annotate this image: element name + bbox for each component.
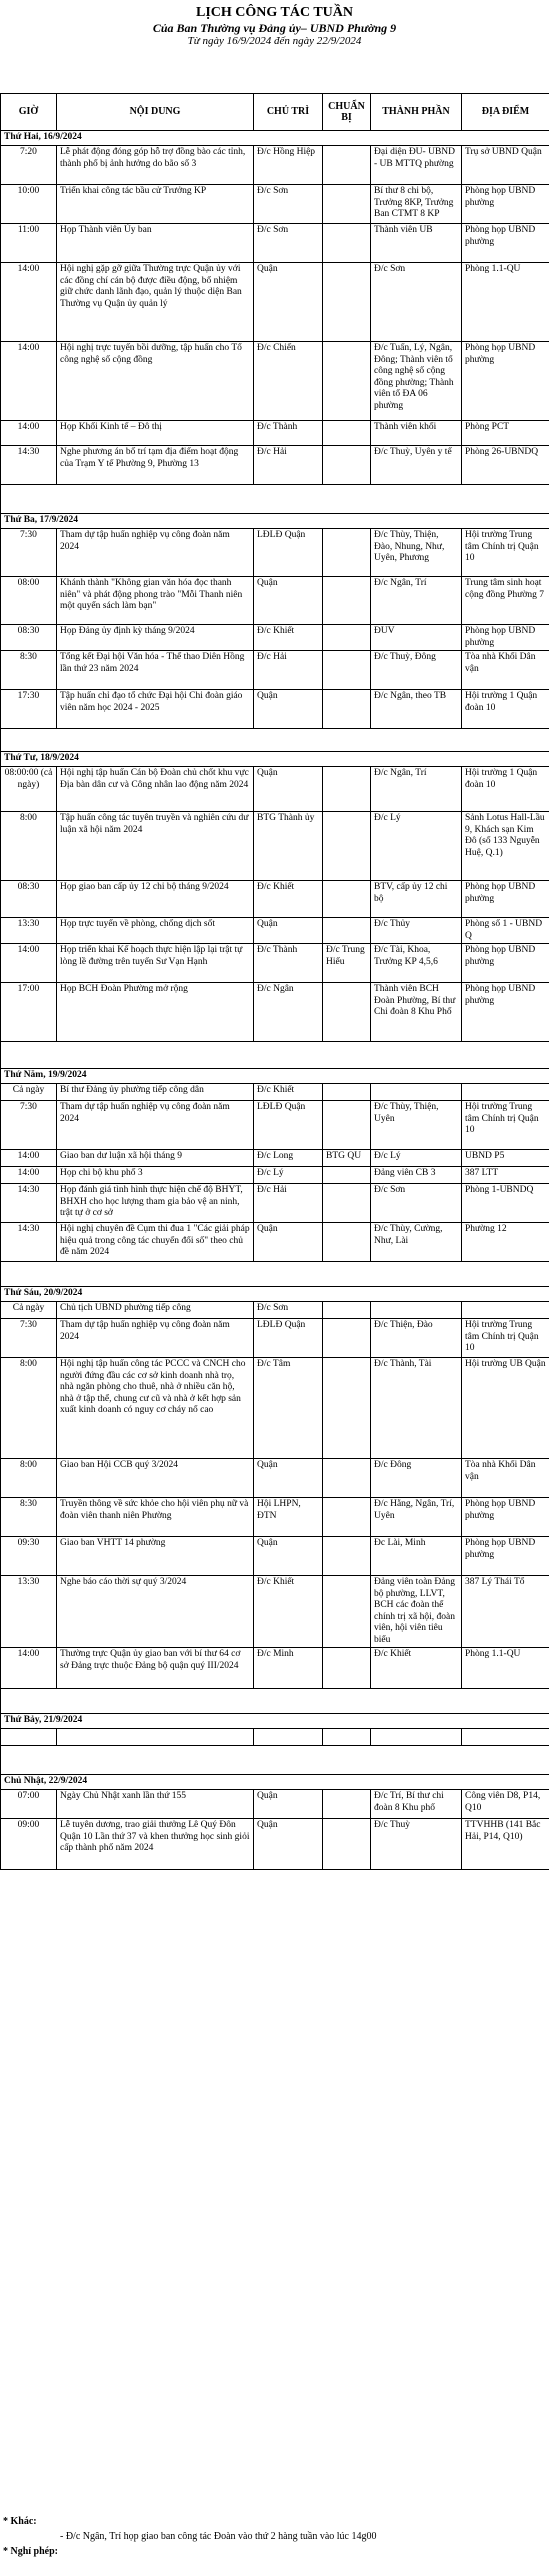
cell-prepare [323,1459,371,1498]
cell-time: 7:30 [1,529,57,577]
table-row [1,421,549,446]
day-header-row [1,1714,549,1729]
cell-participants: BTV, cấp ủy 12 chi bộ [371,881,462,918]
cell-location: Phòng họp UBND phường [462,881,549,918]
day-header-row [1,514,549,529]
cell-location: Phòng họp UBND phường [462,944,549,983]
empty-cell [1,1729,57,1746]
col-header-participants: THÀNH PHẦN [371,94,462,131]
cell-participants: Đ/c Lý [371,812,462,881]
cell-prepare [323,577,371,625]
cell-prepare [323,1498,371,1537]
leave-notes-label: * Nghỉ phép: [3,2546,59,2557]
cell-chair: Quận [254,577,323,625]
cell-prepare [323,918,371,944]
cell-participants: Đ/c Thủy [371,918,462,944]
table-row [1,1167,549,1184]
table-row [1,1537,549,1576]
table-row [1,625,549,651]
cell-location: Hội trường 1 Quận đoàn 10 [462,690,549,729]
cell-participants: Bí thư 8 chi bộ, Trưởng 8KP, Trưởng Ban CTMT 8 KP [371,185,462,224]
cell-content: Giao ban VHTT 14 phường [57,1537,254,1576]
cell-prepare [323,1223,371,1262]
cell-participants: Đ/c Thuỳ [371,1819,462,1870]
table-row [1,983,549,1042]
cell-participants: Đ/c Thành, Tài [371,1358,462,1459]
cell-location: 387 LTT [462,1167,549,1184]
table-row [1,577,549,625]
cell-prepare [323,690,371,729]
empty-cell [462,1729,549,1746]
cell-chair: Đ/c Sơn [254,1302,323,1319]
day-header-row [1,1287,549,1302]
cell-content: Giao ban dư luận xã hội tháng 9 [57,1150,254,1167]
cell-chair: Quận [254,1537,323,1576]
table-row [1,1576,549,1648]
table-row [1,1819,549,1870]
cell-participants: Đ/c Hằng, Ngân, Trí, Uyên [371,1498,462,1537]
cell-participants: Đ/c Sơn [371,263,462,342]
table-row [1,529,549,577]
cell-content: Hội nghị gặp gỡ giữa Thường trực Quận ủy với các đồng chí cán bộ được điều động, bổ nhiệm giữ chức danh lãnh đạo, quản lý thuộc diện Ban Thường vụ Quận ủy quản lý [57,263,254,342]
cell-prepare [323,1084,371,1101]
table-row [1,1101,549,1150]
day-spacer-row [1,1689,549,1714]
cell-content: Tham dự tập huấn nghiệp vụ công đoàn năm 2024 [57,1319,254,1358]
table-row [1,1084,549,1101]
cell-time: 7:30 [1,1319,57,1358]
cell-location: Phòng họp UBND phường [462,224,549,263]
cell-participants: Đ/c Tuấn, Lý, Ngân, Đông; Thành viên tổ công nghệ số cộng đồng phường; Thành viên tổ ĐA 06 phường [371,342,462,421]
cell-chair: Đ/c Hải [254,446,323,485]
cell-chair: Đ/c Long [254,1150,323,1167]
other-notes-label: * Khác: [3,2516,37,2527]
cell-time: 8:00 [1,812,57,881]
cell-prepare [323,421,371,446]
table-row [1,651,549,690]
cell-time: 14:00 [1,944,57,983]
page-subtitle: Của Ban Thường vụ Đảng ủy– UBND Phường 9 [152,21,397,35]
cell-time: 09:00 [1,1819,57,1870]
cell-participants: Đại diện ĐU- UBND - UB MTTQ phường [371,146,462,185]
cell-content: Họp giao ban cấp ủy 12 chi bộ tháng 9/2024 [57,881,254,918]
cell-location: Hội trường Trung tâm Chính trị Quận 10 [462,1319,549,1358]
day-spacer [1,1042,549,1069]
cell-chair: Quận [254,1223,323,1262]
table-row [1,881,549,918]
cell-content: Họp triển khai Kế hoạch thực hiện lập lại trật tự lòng lề đường trên tuyến Sư Vạn Hạnh [57,944,254,983]
cell-location: Trụ sở UBND Quận [462,146,549,185]
other-notes-item: - Đ/c Ngân, Trí họp giao ban công tác Đoàn vào thứ 2 hàng tuần vào lúc 14g00 [60,2531,377,2542]
cell-participants: Đ/c Thiện, Đào [371,1319,462,1358]
col-header-time: GIỜ [1,94,57,131]
empty-cell [254,1729,323,1746]
cell-time: 14:30 [1,1184,57,1223]
cell-location: Phòng họp UBND phường [462,342,549,421]
cell-location: Phòng họp UBND phường [462,185,549,224]
cell-content: Tập huấn chỉ đạo tổ chức Đại hội Chi đoàn giáo viên năm học 2024 - 2025 [57,690,254,729]
col-header-chair: CHỦ TRÌ [254,94,323,131]
table-row [1,812,549,881]
cell-prepare [323,983,371,1042]
table-row [1,1150,549,1167]
cell-chair: Quận [254,918,323,944]
cell-time: 09:30 [1,1537,57,1576]
cell-location: Phòng PCT [462,421,549,446]
cell-chair: Đ/c Hải [254,651,323,690]
cell-time: 08:00 [1,577,57,625]
cell-content: Khánh thành "Không gian văn hóa đọc thanh niên" và phát động phong trào "Mỗi Thanh niên một quyển sách làm bạn" [57,577,254,625]
cell-participants: Đ/c Thùy, Cường, Như, Lài [371,1223,462,1262]
col-header-content: NỘI DUNG [57,94,254,131]
day-spacer-row [1,729,549,752]
cell-time: 8:00 [1,1459,57,1498]
cell-location: Phòng họp UBND phường [462,983,549,1042]
cell-chair: Đ/c Chiến [254,342,323,421]
cell-content: Họp đánh giá tình hình thực hiện chế độ BHYT, BHXH cho học lượng tham gia bảo vệ an ninh, trật tự ở cơ sở [57,1184,254,1223]
cell-chair: Đ/c Khiết [254,625,323,651]
cell-participants: Đ/c Thùy, Thiện, Đào, Nhung, Như, Uyên, Phương [371,529,462,577]
cell-chair: LĐLĐ Quận [254,529,323,577]
cell-content: Giao ban Hội CCB quý 3/2024 [57,1459,254,1498]
cell-content: Họp Khối Kinh tế – Đô thị [57,421,254,446]
cell-prepare [323,1319,371,1358]
col-header-prepare: CHUẨN BỊ [323,94,371,131]
schedule-table-wrap [0,93,549,1870]
cell-time: 7:20 [1,146,57,185]
cell-content: Tập huấn công tác tuyên truyền và nghiên cứu dư luận xã hội năm 2024 [57,812,254,881]
cell-participants: Đ/c Thùy, Thiện, Uyên [371,1101,462,1150]
table-row [1,1790,549,1819]
cell-time: 8:30 [1,651,57,690]
table-row [1,146,549,185]
cell-time: 8:30 [1,1498,57,1537]
cell-prepare [323,1790,371,1819]
day-spacer [1,1262,549,1287]
table-row [1,263,549,342]
cell-content: Nghe báo cáo thời sự quý 3/2024 [57,1576,254,1648]
cell-time: 14:00 [1,1648,57,1689]
cell-prepare [323,1537,371,1576]
cell-chair: Đ/c Sơn [254,185,323,224]
cell-chair: Đ/c Hải [254,1184,323,1223]
cell-location [462,1302,549,1319]
cell-time: 08:30 [1,881,57,918]
table-row [1,690,549,729]
cell-content: Hội nghị tập huấn công tác PCCC và CNCH cho người đứng đầu các cơ sở kinh doanh nhà trọ, nhà ngăn phòng cho thuê, nhà ở nhiều căn hộ, nhà ở tập thể, chung cư cũ và nhà ở kết hợp sản xuất kinh doanh có nguy cơ cháy nổ cao [57,1358,254,1459]
table-row [1,918,549,944]
cell-chair: Đ/c Lý [254,1167,323,1184]
day-label: Chủ Nhật, 22/9/2024 [1,1775,549,1790]
cell-prepare [323,1302,371,1319]
cell-prepare [323,1576,371,1648]
day-label: Thứ Tư, 18/9/2024 [1,752,549,767]
cell-content: Nghe phương án bố trí tạm địa điểm hoạt động của Trạm Y tế Phường 9, Phường 13 [57,446,254,485]
cell-time: Cả ngày [1,1302,57,1319]
cell-content: Họp chi bộ khu phố 3 [57,1167,254,1184]
cell-time: 07:00 [1,1790,57,1819]
cell-content: Lễ phát động đóng góp hỗ trợ đồng bào các tỉnh, thành phố bị ảnh hưởng do bão số 3 [57,146,254,185]
cell-time: 13:30 [1,918,57,944]
table-row [1,1302,549,1319]
cell-location: Phòng 1-UBNDQ [462,1184,549,1223]
cell-chair: Đ/c Hồng Hiệp [254,146,323,185]
cell-time: 14:30 [1,1223,57,1262]
cell-prepare [323,224,371,263]
cell-chair: Quận [254,690,323,729]
cell-content: Họp Thành viên Ủy ban [57,224,254,263]
cell-time: Cả ngày [1,1084,57,1101]
cell-time: 7:30 [1,1101,57,1150]
cell-prepare [323,767,371,812]
table-row [1,224,549,263]
cell-participants: Thành viên UB [371,224,462,263]
cell-chair: Đ/c Khiết [254,1084,323,1101]
table-row [1,342,549,421]
cell-location: Hội trường Trung tâm Chính trị Quận 10 [462,1101,549,1150]
cell-chair: Quận [254,1790,323,1819]
cell-location: Phòng họp UBND phường [462,625,549,651]
cell-time: 14:00 [1,1150,57,1167]
cell-participants: Đ/c Đông [371,1459,462,1498]
cell-participants: Đ/c Ngân, Trí [371,767,462,812]
cell-chair: Quận [254,767,323,812]
cell-location [462,1084,549,1101]
table-row [1,1498,549,1537]
cell-time: 17:00 [1,983,57,1042]
cell-participants: Thành viên khối [371,421,462,446]
table-row [1,944,549,983]
cell-location: Tòa nhà Khối Dân vận [462,651,549,690]
cell-location: UBND P5 [462,1150,549,1167]
cell-location: Phòng họp UBND phường [462,1537,549,1576]
cell-prepare [323,1819,371,1870]
cell-participants [371,1302,462,1319]
cell-time: 14:00 [1,1167,57,1184]
cell-prepare: Đ/c Trung Hiếu [323,944,371,983]
cell-chair: LĐLĐ Quận [254,1101,323,1150]
cell-content: Thường trực Quận ủy giao ban với bí thư 64 cơ sở Đảng trực thuộc Đảng bộ quận quý III/2024 [57,1648,254,1689]
day-header-row [1,752,549,767]
cell-location: Phòng 1.1-QU [462,1648,549,1689]
date-range: Từ ngày 16/9/2024 đến ngày 22/9/2024 [187,35,362,47]
cell-participants: Đ/c Khiết [371,1648,462,1689]
cell-content: Bí thư Đảng ủy phường tiếp công dân [57,1084,254,1101]
cell-prepare [323,446,371,485]
day-spacer-row [1,485,549,514]
cell-prepare [323,625,371,651]
cell-time: 13:30 [1,1576,57,1648]
empty-cell [57,1729,254,1746]
cell-prepare [323,146,371,185]
cell-content: Họp BCH Đoàn Phường mở rộng [57,983,254,1042]
cell-prepare [323,1184,371,1223]
cell-chair: Đ/c Khiết [254,1576,323,1648]
table-row [1,767,549,812]
cell-prepare [323,812,371,881]
day-label: Thứ Sáu, 20/9/2024 [1,1287,549,1302]
day-header-row [1,131,549,146]
table-row [1,1648,549,1689]
cell-participants: Đ/c Thuỳ, Uyên y tế [371,446,462,485]
table-row [1,1459,549,1498]
day-spacer-row [1,1746,549,1775]
cell-location: Phòng 26-UBNDQ [462,446,549,485]
cell-location: Sảnh Lotus Hall-Lầu 9, Khách sạn Kim Đô (số 133 Nguyễn Huệ, Q.1) [462,812,549,881]
table-row [1,1358,549,1459]
cell-participants: Đ/c Ngân, Trí [371,577,462,625]
cell-prepare [323,342,371,421]
col-header-location: ĐỊA ĐIỂM [462,94,549,131]
cell-content: Tham dự tập huấn nghiệp vụ công đoàn năm 2024 [57,529,254,577]
cell-participants: Thành viên BCH Đoàn Phường, Bí thư Chi đoàn 8 Khu Phố [371,983,462,1042]
cell-participants: Đ/c Lý [371,1150,462,1167]
cell-content: Hội nghị tập huấn Cán bộ Đoàn chủ chốt khu vực Địa bàn dân cư và Công nhân lao động năm 2024 [57,767,254,812]
cell-prepare [323,881,371,918]
cell-participants: Đ/c Thuỳ, Đông [371,651,462,690]
table-header-row [1,94,549,131]
table-row [1,1184,549,1223]
cell-prepare: BTG QU [323,1150,371,1167]
cell-prepare [323,1167,371,1184]
cell-content: Lễ tuyên dương, trao giải thưởng Lê Quý Đôn Quận 10 Lần thứ 37 và khen thưởng học sinh giỏi cấp thành phố năm 2024 [57,1819,254,1870]
cell-content: Hội nghị trực tuyến bồi dưỡng, tập huấn cho Tổ công nghệ số cộng đồng [57,342,254,421]
cell-time: 08:00:00 (cả ngày) [1,767,57,812]
cell-chair: Quận [254,1819,323,1870]
empty-cell [323,1729,371,1746]
cell-participants [371,1084,462,1101]
day-header-row [1,1069,549,1084]
cell-prepare [323,185,371,224]
table-row [1,185,549,224]
cell-content: Họp trực tuyến về phòng, chống dịch sốt [57,918,254,944]
cell-location: Phòng số 1 - UBND Q [462,918,549,944]
cell-location: Trung tâm sinh hoạt cộng đồng Phường 7 [462,577,549,625]
cell-chair: Đ/c Sơn [254,224,323,263]
cell-content: Họp Đảng ủy định kỳ tháng 9/2024 [57,625,254,651]
cell-location: Phòng 1.1-QU [462,263,549,342]
cell-participants: Đ/c Sơn [371,1184,462,1223]
cell-chair: Đ/c Minh [254,1648,323,1689]
table-row [1,1319,549,1358]
cell-content: Tổng kết Đại hội Văn hóa - Thể thao Diên Hồng lần thứ 23 năm 2024 [57,651,254,690]
cell-location: Tòa nhà Khối Dân vận [462,1459,549,1498]
day-label: Thứ Hai, 16/9/2024 [1,131,549,146]
schedule-header [0,0,549,48]
day-spacer-row [1,1262,549,1287]
empty-cell [371,1729,462,1746]
cell-location: 387 Lý Thái Tổ [462,1576,549,1648]
cell-location: Phòng họp UBND phường [462,1498,549,1537]
cell-content: Ngày Chủ Nhật xanh lần thứ 155 [57,1790,254,1819]
cell-participants: Đ/c Trí, Bí thư chi đoàn 8 Khu phố [371,1790,462,1819]
cell-time: 8:00 [1,1358,57,1459]
cell-participants: Đ/c Tài, Khoa, Trưởng KP 4,5,6 [371,944,462,983]
cell-chair: BTG Thành ủy [254,812,323,881]
cell-time: 14:30 [1,446,57,485]
cell-content: Triển khai công tác bầu cử Trưởng KP [57,185,254,224]
cell-time: 08:30 [1,625,57,651]
cell-time: 14:00 [1,342,57,421]
cell-participants: Đảng viên CB 3 [371,1167,462,1184]
cell-time: 10:00 [1,185,57,224]
day-spacer-row [1,1042,549,1069]
cell-prepare [323,263,371,342]
cell-chair: Đ/c Ngân [254,983,323,1042]
cell-time: 14:00 [1,263,57,342]
cell-prepare [323,1101,371,1150]
cell-content: Chủ tịch UBND phường tiếp công [57,1302,254,1319]
cell-time: 17:30 [1,690,57,729]
day-spacer [1,485,549,514]
cell-location: Phường 12 [462,1223,549,1262]
cell-participants: Đc Lài, Minh [371,1537,462,1576]
table-row [1,446,549,485]
page-title: LỊCH CÔNG TÁC TUẦN [195,5,353,20]
cell-time: 11:00 [1,224,57,263]
day-label: Thứ Năm, 19/9/2024 [1,1069,549,1084]
cell-participants: Đ/c Ngân, theo TB [371,690,462,729]
cell-chair: Quận [254,263,323,342]
day-label: Thứ Ba, 17/9/2024 [1,514,549,529]
cell-participants: Đảng viên toàn Đảng bộ phường, LLVT, BCH các đoàn thể chính trị xã hội, đoàn viên, hội viên tiêu biểu [371,1576,462,1648]
cell-location: Hội trường Trung tâm Chính trị Quận 10 [462,529,549,577]
cell-chair: Đ/c Tâm [254,1358,323,1459]
day-spacer [1,729,549,752]
cell-location: Hội trường UB Quận [462,1358,549,1459]
cell-chair: Quận [254,1459,323,1498]
cell-location: TTVHHB (141 Bắc Hải, P14, Q10) [462,1819,549,1870]
day-spacer [1,1746,549,1775]
cell-participants: ĐUV [371,625,462,651]
cell-chair: LĐLĐ Quận [254,1319,323,1358]
cell-content: Hội nghị chuyên đề Cụm thi đua 1 "Các giải pháp hiệu quả trong công tác chuyển đổi số" theo chủ đề năm 2024 [57,1223,254,1262]
notes-section [0,2516,549,2558]
cell-chair: Đ/c Thành [254,421,323,446]
cell-time: 14:00 [1,421,57,446]
cell-chair: Hội LHPN, ĐTN [254,1498,323,1537]
schedule-table [0,93,549,1870]
cell-prepare [323,529,371,577]
cell-prepare [323,1648,371,1689]
table-row [1,1223,549,1262]
cell-prepare [323,651,371,690]
day-spacer [1,1689,549,1714]
cell-content: Truyền thông về sức khỏe cho hội viên phụ nữ và đoàn viên thanh niên Phường [57,1498,254,1537]
cell-location: Công viên D8, P14, Q10 [462,1790,549,1819]
schedule-body [1,131,549,1870]
day-header-row [1,1775,549,1790]
empty-day-row [1,1729,549,1746]
day-label: Thứ Bảy, 21/9/2024 [1,1714,549,1729]
cell-chair: Đ/c Thành [254,944,323,983]
cell-content: Tham dự tập huấn nghiệp vụ công đoàn năm 2024 [57,1101,254,1150]
cell-chair: Đ/c Khiết [254,881,323,918]
cell-location: Hội trường 1 Quận đoàn 10 [462,767,549,812]
cell-prepare [323,1358,371,1459]
